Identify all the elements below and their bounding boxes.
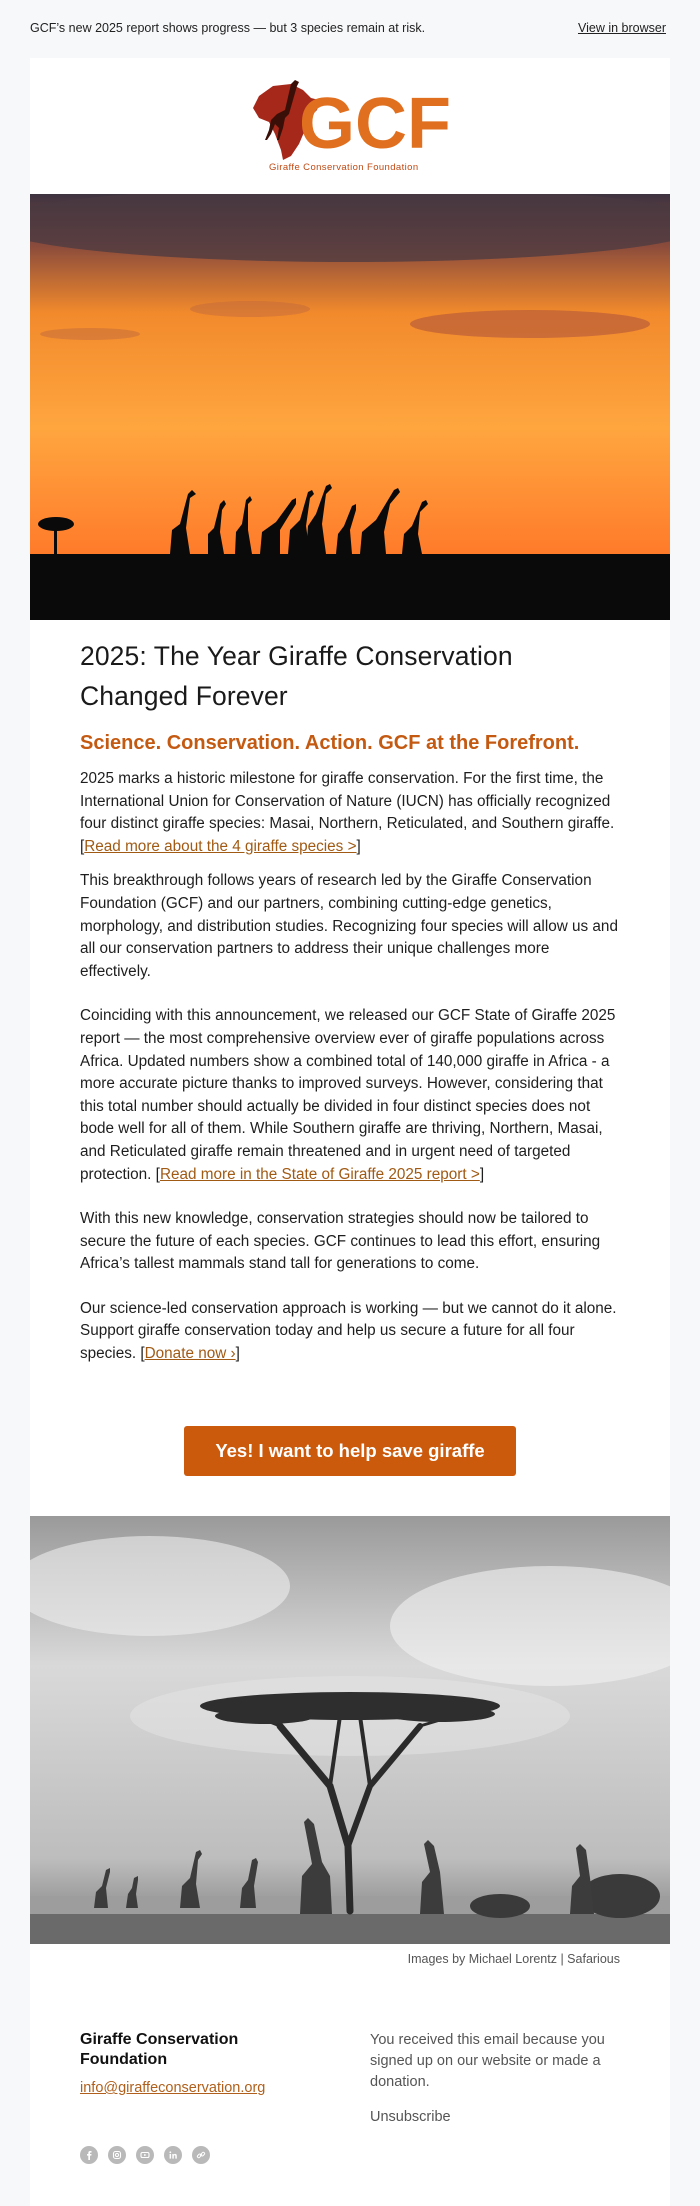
footer-notice <box>370 2030 630 2128</box>
species-link[interactable]: Read more about the 4 giraffe species > <box>84 837 357 855</box>
paragraph-3: Coinciding with this announcement, we released our GCF State of Giraffe 2025 report — the most comprehensive overview ever of giraffe populations across Africa. Updated numbers show a combined total of 140,000 giraffe in Africa - a more accurate picture thanks to improved surveys. However, considering that this total number should actually be divided in four distinct species does not bode well for all of them. While Southern giraffe are thriving, Northern, Masai, and Reticulated giraffe remain threatened and in urgent need of targeted protection. [Read more in the State of Giraffe 2025 report >] <box>80 1007 616 1183</box>
cta-wrap <box>30 1426 670 1476</box>
photo-credit: Images by Michael Lorentz | Safarious <box>407 1952 620 1966</box>
hero-image <box>30 194 670 620</box>
report-link[interactable]: Read more in the State of Giraffe 2025 report > <box>159 1165 480 1183</box>
unsubscribe-link[interactable]: Unsubscribe <box>370 2109 451 2125</box>
paragraph-4: With this new knowledge, conservation strategies should now be tailored to secure the future of each species. GCF continues to lead this effort, ensuring Africa’s tallest mammals stand tall for generations to come. <box>80 1210 601 1273</box>
email-card <box>30 58 670 2206</box>
article-subtitle: Science. Conservation. Action. GCF at the Forefront. <box>80 732 580 754</box>
paragraph-5: Our science-led conservation approach is working — but we cannot do it alone. Support giraffe conservation today and help us secure a future for all four species. [Donate now ›] <box>80 1299 617 1363</box>
preheader <box>0 0 700 56</box>
paragraph-1: 2025 marks a historic milestone for giraffe conservation. For the first time, the International Union for Conservation of Nature (IUCN) has officially recognized four distinct giraffe species: Masai, Northern, Reticulated, and Southern giraffe. [Read more about the 4 giraffe species >] <box>80 770 615 855</box>
view-in-browser-link[interactable]: View in browser <box>577 21 666 35</box>
donate-link[interactable]: Donate now › <box>144 1345 236 1363</box>
article-title: 2025: The Year Giraffe Conservation Changed Forever <box>80 641 513 711</box>
help-save-giraffe-button[interactable]: Yes! I want to help save giraffe <box>184 1426 516 1476</box>
social-icons <box>80 2146 210 2164</box>
footer-notice-text: You received this email because you signed up on our website or made a donation. <box>370 2032 605 2090</box>
article <box>80 636 620 1366</box>
link-icon[interactable] <box>192 2146 210 2164</box>
facebook-icon[interactable] <box>80 2146 98 2164</box>
youtube-icon[interactable] <box>136 2146 154 2164</box>
paragraph-2: This breakthrough follows years of research led by the Giraffe Conservation Foundation (GCF) and our partners, combining cutting-edge genetics, morphology, and distribution studies. Recognizing four species will allow us and all our conservation partners to address their unique challenges more effectively. <box>80 872 618 980</box>
logo-tagline: Giraffe Conservation Foundation <box>269 162 419 173</box>
linkedin-icon[interactable] <box>164 2146 182 2164</box>
footer-contact <box>80 2030 310 2096</box>
bw-giraffe-photo <box>30 1516 670 1944</box>
footer-email-link[interactable]: info@giraffeconservation.org <box>80 2080 266 2096</box>
gcf-logo[interactable] <box>30 58 670 194</box>
instagram-icon[interactable] <box>108 2146 126 2164</box>
footer-org-name: Giraffe Conservation Foundation <box>80 2031 239 2068</box>
logo-letters: GCF <box>299 84 451 164</box>
preheader-text: GCF’s new 2025 report shows progress — but 3 species remain at risk. <box>30 21 426 35</box>
